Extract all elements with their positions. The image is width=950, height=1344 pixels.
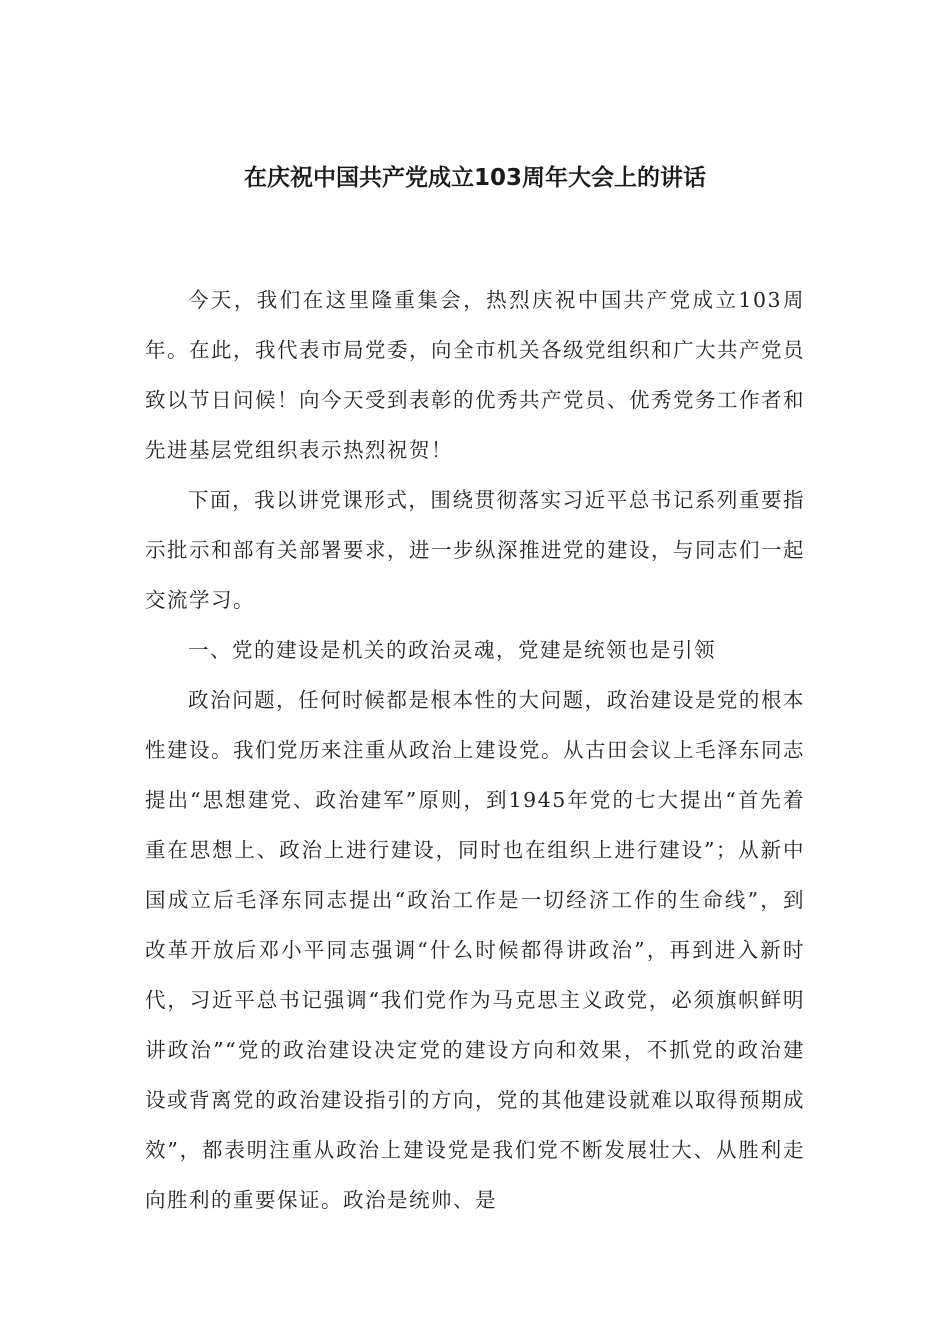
paragraph-political-building: 政治问题，任何时候都是根本性的大问题，政治建设是党的根本性建设。我们党历来注重从政治上建设党。从古田会议上毛泽东同志提出“思想建党、政治建军”原则，到1945年党的七大提出“首先着重在思想上、政治上进行建设，同时也在组织上进行建设”；从新中国成立后毛泽东同志提出“政治工作是一切经济工作的生命线”，到改革开放后邓小平同志强调“什么时候都得讲政治”，再到进入新时代，习近平总书记强调“我们党作为马克思主义政党，必须旗帜鲜明讲政治”“党的政治建设决定党的建设方向和效果，不抓党的政治建设或背离党的政治建设指引的方向，党的其他建设就难以取得预期成效”，都表明注重从政治上建设党是我们党不断发展壮大、从胜利走向胜利的重要保证。政治是统帅、是 — [145, 688, 805, 1212]
section-heading-one: 一、党的建设是机关的政治灵魂，党建是统领也是引领 — [188, 638, 716, 662]
paragraph-opening: 今天，我们在这里隆重集会，热烈庆祝中国共产党成立103周年。在此，我代表市局党委，向全市机关各级党组织和广大共产党员致以节日问候！向今天受到表彰的优秀共产党员、优秀党务工作者和先进基层党组织表示热烈祝贺！ — [145, 288, 805, 462]
paragraph-intro: 下面，我以讲党课形式，围绕贯彻落实习近平总书记系列重要指示批示和部有关部署要求，进一步纵深推进党的建设，与同志们一起交流学习。 — [145, 488, 805, 612]
document-title: 在庆祝中国共产党成立103周年大会上的讲话 — [243, 165, 706, 191]
document-body — [145, 275, 805, 1225]
